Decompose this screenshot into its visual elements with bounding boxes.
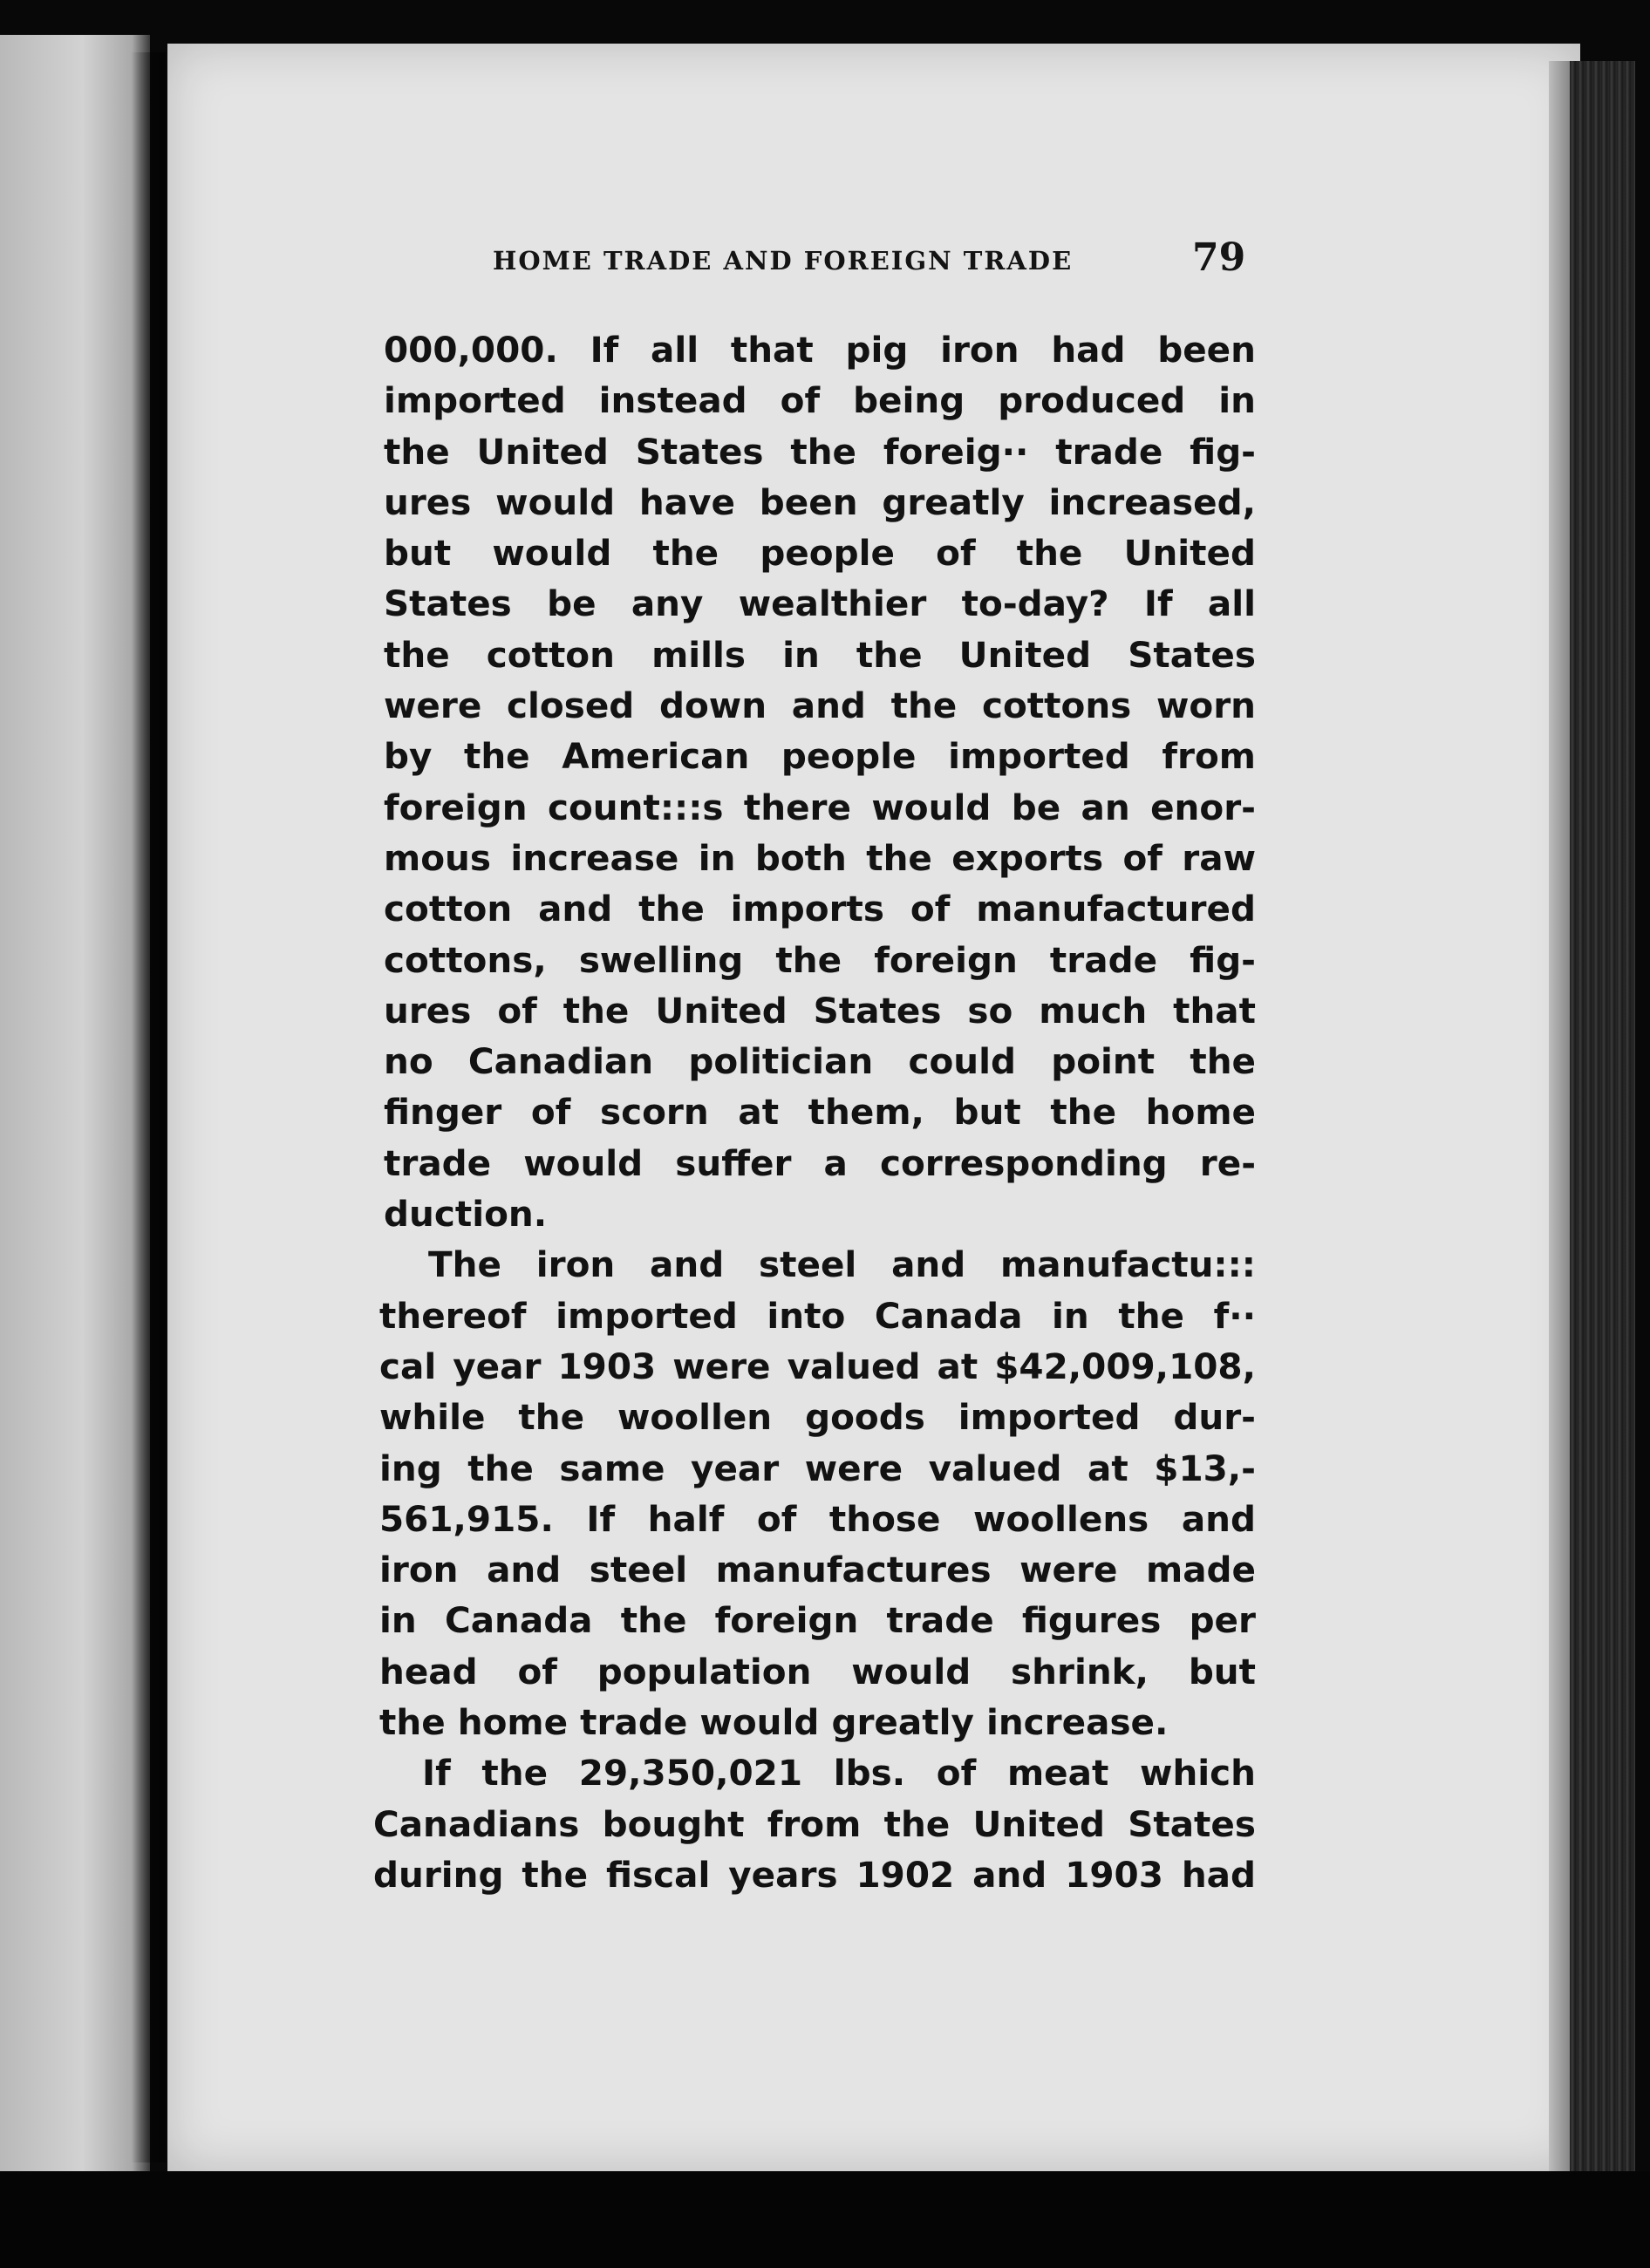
text-line: cal year 1903 were valued at $42,009,108, — [379, 1345, 1256, 1387]
text-line: during the fiscal years 1902 and 1903 had — [373, 1853, 1256, 1896]
text-line: finger of scorn at them, but the home — [384, 1091, 1256, 1134]
text-line: the United States the foreig·· trade fig- — [384, 430, 1256, 473]
text-line: no Canadian politician could point the — [384, 1040, 1256, 1083]
text-line: imported instead of being produced in — [384, 379, 1256, 422]
text-line: mous increase in both the exports of raw — [384, 836, 1256, 879]
text-line: thereof imported into Canada in the f·· — [379, 1294, 1256, 1337]
text-line: the home trade would greatly increase. — [379, 1701, 1169, 1744]
text-line: duction. — [384, 1193, 548, 1236]
facing-page-edge — [0, 35, 150, 2180]
page-block-edge — [1570, 61, 1635, 2171]
text-line: cottons, swelling the foreign trade fig- — [384, 938, 1256, 981]
text-line: ures would have been greatly increased, — [384, 480, 1256, 523]
text-line: the cotton mills in the United States — [384, 633, 1256, 676]
text-line: ing the same year were valued at $13,- — [379, 1447, 1256, 1489]
text-line: in Canada the foreign trade figures per — [379, 1599, 1256, 1642]
text-line: If the 29,350,021 lbs. of meat which — [422, 1752, 1256, 1795]
text-line: ures of the United States so much that — [384, 989, 1256, 1032]
text-line: Canadians bought from the United States — [373, 1802, 1256, 1845]
page-number: 79 — [1192, 235, 1246, 280]
text-line: were closed down and the cottons worn — [384, 684, 1256, 727]
text-line: The iron and steel and manufactu::: — [428, 1243, 1256, 1286]
text-line: iron and steel manufactures were made — [379, 1549, 1256, 1591]
text-line: while the woollen goods imported dur- — [379, 1396, 1256, 1439]
text-line: States be any wealthier to-day? If all — [384, 582, 1256, 625]
scan-background — [0, 2171, 1650, 2268]
gutter-shadow — [131, 52, 166, 2162]
text-line: 000,000. If all that pig iron had been — [384, 329, 1256, 371]
paragraph-1 — [384, 324, 1256, 1239]
paragraph-2 — [379, 1239, 1256, 1747]
running-head — [493, 235, 1246, 280]
paragraph-3 — [373, 1747, 1256, 1900]
text-line: trade would suffer a corresponding re- — [384, 1141, 1256, 1184]
text-line: by the American people imported from — [384, 735, 1256, 778]
text-line: head of population would shrink, but — [379, 1650, 1256, 1692]
text-line: foreign count:::s there would be an enor- — [384, 786, 1256, 828]
body-text — [373, 324, 1256, 1900]
text-line: but would the people of the United — [384, 532, 1256, 575]
text-line: cotton and the imports of manufactured — [384, 888, 1256, 930]
running-head-title: HOME TRADE AND FOREIGN TRADE — [493, 246, 1074, 276]
text-line: 561,915. If half of those woollens and — [379, 1497, 1256, 1540]
